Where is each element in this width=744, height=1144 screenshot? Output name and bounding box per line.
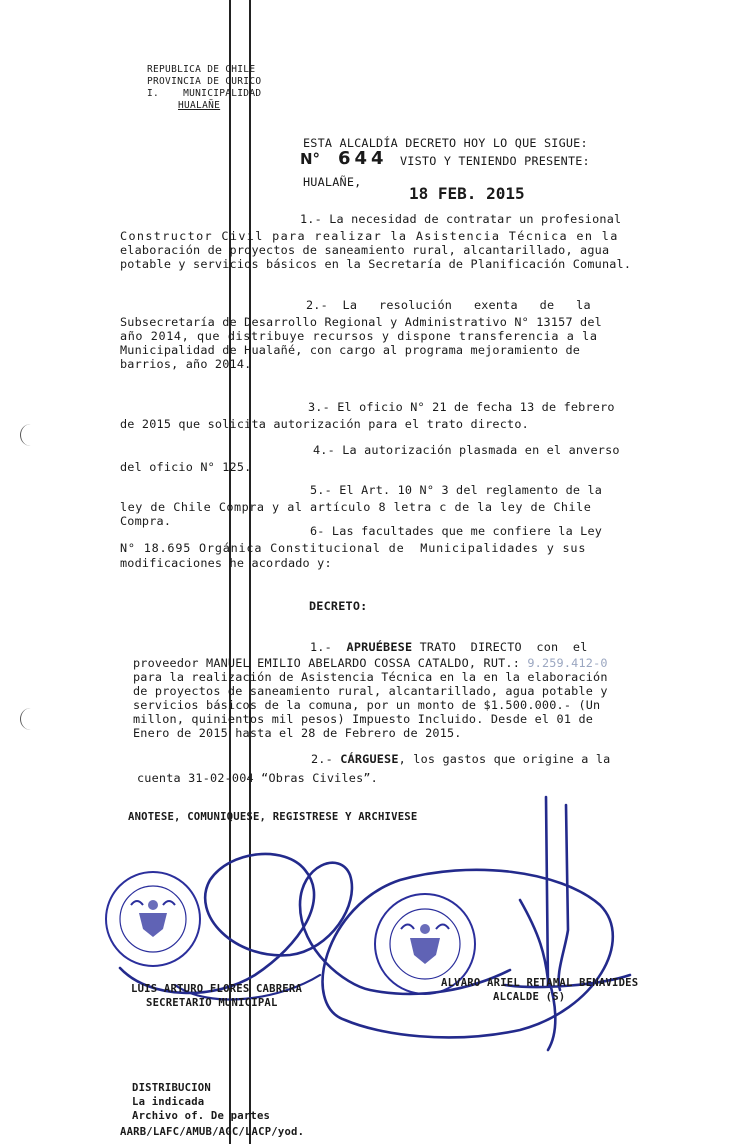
considerando-4-first: 4.- La autorización plasmada en el anverso bbox=[313, 443, 620, 457]
considerando-1-line: elaboración de proyectos de saneamiento rural, alcantarillado, agua bbox=[120, 243, 610, 257]
header-hualane: HUALAÑE bbox=[178, 100, 221, 111]
signature-left bbox=[120, 854, 510, 994]
decree-number: 644 bbox=[338, 148, 388, 169]
resolutivo-2-number: 2.- bbox=[311, 752, 333, 766]
considerando-2-line: barrios, año 2014. bbox=[120, 357, 252, 371]
resolutivo-1-line: para la realización de Asistencia Técnica en la en la elaboración bbox=[133, 670, 608, 684]
resolutivo-1-keyword: APRUÉBESE bbox=[346, 640, 413, 654]
considerando-6-first: 6- Las facultades que me confiere la Ley bbox=[310, 524, 603, 538]
resolutivo-1-line: servicios básicos de la comuna, por un monto de $1.500.000.- (Un bbox=[133, 698, 601, 712]
closing-formula: ANOTESE, COMUNIQUESE, REGISTRESE Y ARCHIVESE bbox=[128, 811, 418, 823]
right-signatory-name: ALVARO ARIEL RETAMAL BENAVIDES bbox=[441, 977, 639, 989]
distribucion-line: AARB/LAFC/AMUB/AGC/LACP/yod. bbox=[120, 1126, 305, 1138]
header-republica: REPUBLICA DE CHILE bbox=[147, 64, 256, 75]
decree-number-prefix: N° bbox=[300, 150, 321, 168]
considerando-2-line: año 2014, que distribuye recursos y dispone transferencia a la bbox=[120, 329, 598, 343]
considerando-3-line: de 2015 que solicita autorización para el trato directo. bbox=[120, 417, 529, 431]
considerando-2-first: 2.- La resolución exenta de la bbox=[306, 298, 591, 312]
resolutivo-1-first-rest: TRATO DIRECTO con el bbox=[412, 640, 588, 654]
considerando-3-first: 3.- El oficio N° 21 de fecha 13 de febrero bbox=[308, 400, 615, 414]
considerando-1-first: 1.- La necesidad de contratar un profesional bbox=[300, 212, 622, 226]
signature-right-oval bbox=[323, 870, 613, 1038]
considerando-5-first: 5.- El Art. 10 N° 3 del reglamento de la bbox=[310, 483, 603, 497]
considerando-1-line: potable y servicios básicos en la Secretaría de Planificación Comunal. bbox=[120, 257, 632, 271]
alcaldia-heading: ESTA ALCALDÍA DECRETO HOY LO QUE SIGUE: bbox=[303, 136, 588, 150]
date-stamp: 18 FEB. 2015 bbox=[409, 184, 525, 203]
seal-left bbox=[106, 872, 200, 966]
decreto-title: DECRETO: bbox=[309, 599, 368, 613]
considerando-5-line: Compra. bbox=[120, 514, 172, 528]
considerando-6-line: N° 18.695 Orgánica Constitucional de Municipalidades y sus bbox=[120, 541, 587, 555]
place-label: HUALAÑE, bbox=[303, 175, 362, 189]
resolutivo-1-proveedor-text: proveedor MANUEL EMILIO ABELARDO COSSA CATALDO, RUT.: bbox=[133, 656, 521, 670]
left-signatory-title: SECRETARIO MUNICIPAL bbox=[146, 997, 278, 1009]
resolutivo-2-line: cuenta 31-02-004 “Obras Civiles”. bbox=[137, 771, 378, 785]
header-provincia: PROVINCIA DE CURICO bbox=[147, 76, 262, 87]
considerando-1-line: Constructor Civil para realizar la Asistencia Técnica en la bbox=[120, 229, 619, 243]
resolutivo-1-line: de proyectos de saneamiento rural, alcantarillado, agua potable y bbox=[133, 684, 608, 698]
distribucion-line: La indicada bbox=[132, 1096, 205, 1108]
considerando-5-line: ley de Chile Compra y al artículo 8 letra c de la ley de Chile bbox=[120, 500, 592, 514]
resolutivo-2-first-rest: , los gastos que origine a la bbox=[398, 752, 611, 766]
header-municipalidad: I. MUNICIPALIDAD bbox=[147, 88, 262, 99]
considerando-6-line: modificaciones he acordado y: bbox=[120, 556, 332, 570]
resolutivo-1-line: millon, quinientos mil pesos) Impuesto Incluido. Desde el 01 de bbox=[133, 712, 594, 726]
resolutivo-1-rut: 9.259.412-0 bbox=[527, 656, 608, 670]
resolutivo-1-line: Enero de 2015 hasta el 28 de Febrero de 2015. bbox=[133, 726, 462, 740]
left-signatory-name: LUIS ARTURO FLORES CABRERA bbox=[131, 983, 303, 995]
considerando-2-line: Subsecretaría de Desarrollo Regional y Administrativo N° 13157 del bbox=[120, 315, 602, 329]
distribucion-line: Archivo of. De partes bbox=[132, 1110, 271, 1122]
considerando-4-line: del oficio N° 125. bbox=[120, 460, 252, 474]
visto-heading: VISTO Y TENIENDO PRESENTE: bbox=[400, 154, 590, 168]
right-signatory-title: ALCALDE (S) bbox=[493, 991, 566, 1003]
considerando-2-line: Municipalidad de Hualañé, con cargo al programa mejoramiento de bbox=[120, 343, 581, 357]
distribucion-title: DISTRIBUCION bbox=[132, 1082, 211, 1094]
resolutivo-1-number: 1.- bbox=[310, 640, 332, 654]
resolutivo-2-keyword: CÁRGUESE bbox=[340, 752, 399, 766]
